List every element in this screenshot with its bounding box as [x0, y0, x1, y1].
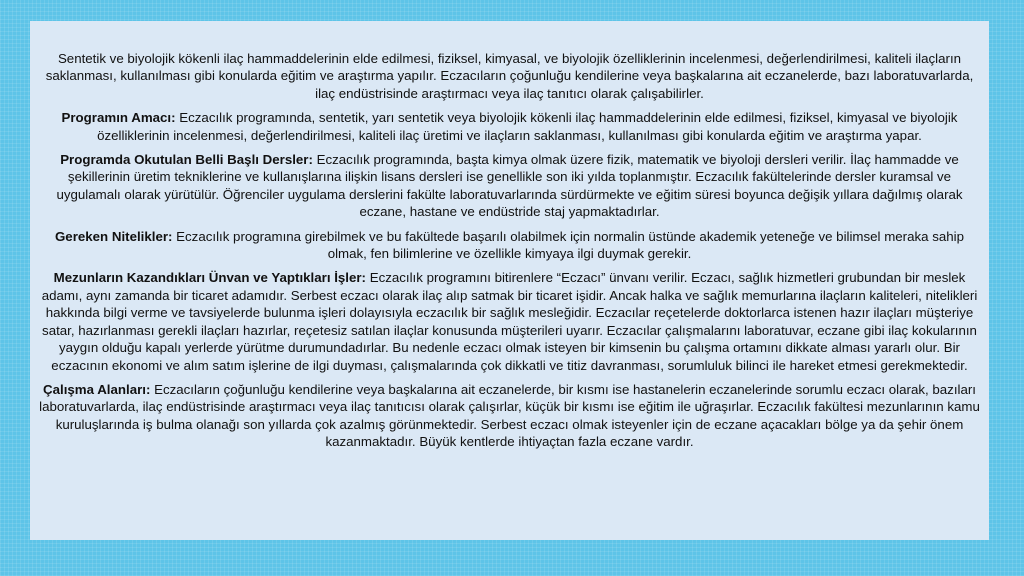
- section-text: Eczacılık programında, başta kimya olmak üzere fizik, matematik ve biyoloji dersleri verilir. İlaç hammadde ve şekillerinin üretim tekniklerine ve kullanışlarına ilişkin lisans dersleri ise genellikle son iki yılda toplanmıştır. Eczacılık fakültelerinde dersler kuramsal ve uygulamalı olarak yürütülür. Öğrenciler uygulama derslerini fakülte laboratuvarlarında sürdürmekte ve eğitim süresi boyunca değişik yıllara dağılmış olarak eczane, hastane ve endüstride staj yapmaktadırlar.: [56, 152, 963, 220]
- section-text: Eczacılık programına girebilmek ve bu fakültede başarılı olabilmek için normalin üstünde akademik yeteneğe ve bilimsel meraka sahip olmak, fen bilimlerine ve özellikle kimyaya ilgi duymak gerekir.: [172, 228, 965, 262]
- section-text: Eczacıların çoğunluğu kendilerine veya başkalarına ait eczanelerde, bir kısmı ise hastanelerin eczanelerinde sorumlu eczacı olarak, bazıları laboratuvarlarda, ilaç endüstrisinde araştırmacı veya ilaç tanıtıcısı olarak çalışırlar, küçük bir kısmı ise eğitim ile uğraşırlar. Eczacılık fakültesi mezunlarının kamu kuruluşlarında iş bulma olanağı son yıllarda çok azalmış görünmektedir. Serbest eczacı olmak isteyenler için de eczane açacakları bölge ya da şehir önem kazanmaktadır. Büyük kentlerde ihtiyaçtan fazla eczane vardır.: [39, 381, 980, 450]
- content-panel: [30, 21, 989, 540]
- section-work-areas: [38, 381, 981, 451]
- section-graduate-titles: [38, 269, 981, 373]
- section-courses: [38, 151, 981, 221]
- section-program-aim: [38, 109, 981, 144]
- section-heading: Gereken Nitelikler:: [54, 228, 173, 244]
- section-heading: Programda Okutulan Belli Başlı Dersler:: [60, 152, 313, 168]
- intro-paragraph: Sentetik ve biyolojik kökenli ilaç hammaddelerinin elde edilmesi, fiziksel, kimyasal, ve biyolojik özelliklerinin incelenmesi, değerlendirilmesi, kaliteli ilaçların saklanması, kullanılması gibi konularda eğitim ve araştırma yapılır. Eczacıların çoğunluğu kendilerine veya başkalarına ait eczanelerde, bazı laboratuvarlarda, ilaç endüstrisinde araştırmacı veya ilaç tanıtıcı olarak çalışabilirler.: [45, 51, 974, 101]
- section-text: Eczacılık programında, sentetik, yarı sentetik veya biyolojik kökenli ilaç hammaddelerinin elde edilmesi, fiziksel, kimyasal ve biyolojik özelliklerinin incelenmesi, değerlendirilmesi, kaliteli ilaç üretimi ve ilaçların saklanması, kullanılması gibi konularda eğitim ve araştırma yapar.: [97, 110, 958, 143]
- section-requirements: [38, 228, 981, 263]
- section-heading: Çalışma Alanları:: [43, 381, 151, 397]
- section-text: Eczacılık programını bitirenlere “Eczacı” ünvanı verilir. Eczacı, sağlık hizmetleri grubundan bir meslek adamı, aynı zamanda bir ticaret adamıdır. Serbest eczacı olarak ilaç alıp satmak bir ticaret işidir. Ancak halka ve sağlık memurlarına ilaçların kaliteleri, nitelikleri hakkında bilgi verme ve tavsiyelerde bulunma işleri dolayısıyla eczacılık bir sağlık mesleğidir. Eczacılar reçetelerde doktorlarca istenen hazır ilaçları müşteriye satar, hazırlanması gerekli ilaçları hazırlar, reçetesiz satılan ilaçlar konusunda müşterileri uyarır. Eczacılar çalışmalarını laboratuvar, eczane gibi ilaç kokularının yaygın olduğu kapalı yerlerde yürütme durumundadırlar. Bu nedenle eczacı olmak isteyen bir kimsenin bu çalışma ortamını dikkate alması yararlı olur. Bir eczacının ekonomi ve alım satım işlerine de ilgi duyması, çalışmalarında çok dikkatli ve titiz davranması, sorumluluk bilinci ile hareket etmesi gerekmektedir.: [41, 270, 978, 373]
- section-heading: Mezunların Kazandıkları Ünvan ve Yaptıkları İşler:: [53, 270, 366, 286]
- section-heading: Programın Amacı:: [61, 110, 176, 126]
